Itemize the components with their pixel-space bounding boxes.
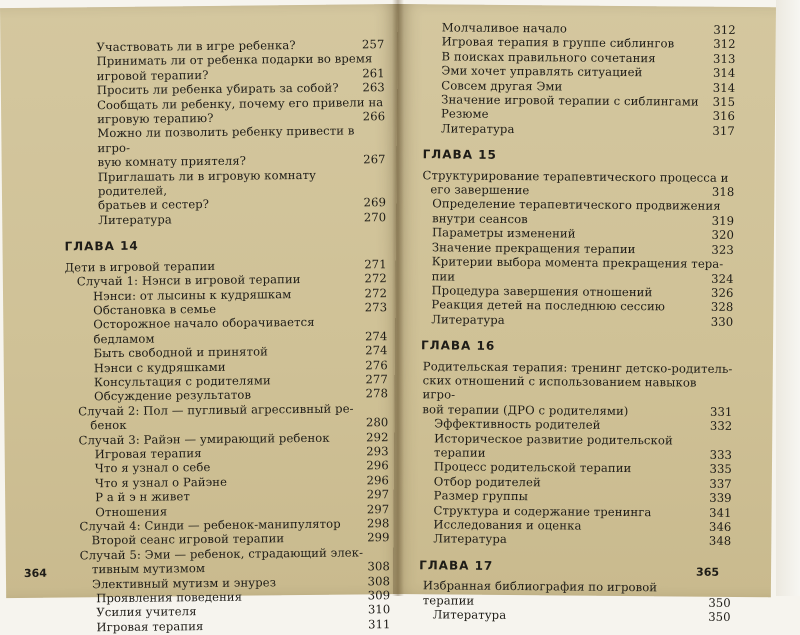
toc-entry-title: Литература <box>432 607 507 622</box>
toc-entry-title: Литература <box>433 531 507 547</box>
toc-entry-page: 274 <box>365 343 388 358</box>
toc-entry-title: Литература <box>98 212 172 228</box>
toc-entry-title: Приглашать ли в игровую комнату родителей, <box>97 167 317 199</box>
toc-entry-page: 257 <box>361 37 385 52</box>
toc-entry-page: 298 <box>366 516 390 531</box>
toc-entry-page: 274 <box>364 328 388 344</box>
toc-entry-title: Принимать ли от ребенка подарки во время <box>96 51 373 69</box>
chapter-14-heading: ГЛАВА 14 <box>64 239 139 254</box>
toc-entry-page: 269 <box>363 195 387 210</box>
toc-entry-page: 326 <box>710 285 734 300</box>
toc-entry-page: 323 <box>711 242 734 257</box>
toc-entry-title: Случай 5: Эми — ребенок, страдающий элек- <box>79 545 364 563</box>
toc-entry <box>395 312 773 330</box>
toc-entry-title: Процедура завершения отношений <box>431 283 653 300</box>
toc-entry <box>393 578 771 610</box>
toc-entry-page: 314 <box>712 80 736 95</box>
toc-entry-title: Случай 4: Синди — ребенок-манипулятор <box>79 516 341 534</box>
toc-entry-page: 341 <box>709 505 732 520</box>
toc-entry-page: 297 <box>366 501 390 516</box>
toc-entry-title: игровую терапию? <box>97 110 214 127</box>
toc-entry-title: Обсуждение результатов <box>94 387 252 404</box>
toc-entry <box>6 617 404 635</box>
toc-entry-title: Элективный мутизм и энурез <box>91 574 277 591</box>
toc-entry-title: Определение терапевтического продвижения <box>432 196 721 214</box>
right-page <box>393 4 776 624</box>
toc-entry-page: 333 <box>709 447 733 462</box>
toc-entry-title: Значение игровой терапии с сиблингами <box>441 92 699 109</box>
toc-entry-title: В поисках правильного сочетания <box>441 49 656 66</box>
toc-entry-title: братьев и сестер? <box>98 197 210 213</box>
toc-entry-title: Совсем другая Эми <box>441 78 563 94</box>
toc-entry-title: Молчаливое начало <box>441 20 568 36</box>
toc-entry-title: Случай 2: Пол — пугливый агрессивный ре- <box>78 401 354 419</box>
toc-entry-page: 299 <box>367 530 390 545</box>
toc-entry <box>397 121 775 139</box>
left-toc <box>0 37 404 635</box>
toc-entry-title: Структура и содержание тренинга <box>433 502 652 519</box>
toc-entry-page: 315 <box>712 94 736 109</box>
toc-entry <box>1 123 399 156</box>
toc-entry-title: Консультация с родителями <box>93 373 271 390</box>
right-page-number: 365 <box>696 565 720 579</box>
toc-entry-title: Отбор родителей <box>433 474 541 490</box>
toc-entry-page: 296 <box>366 458 389 473</box>
toc-entry <box>395 373 773 405</box>
toc-entry-page: 337 <box>709 476 732 491</box>
toc-entry-title: Р а й э н живет <box>95 489 191 505</box>
toc-entry-page: 319 <box>711 213 735 228</box>
toc-entry-title: Резюме <box>440 106 489 122</box>
toc-entry-page: 328 <box>710 300 734 315</box>
toc-entry-title: Проявления поведения <box>96 589 243 606</box>
toc-entry-page: 320 <box>711 228 735 243</box>
toc-entry-page: 271 <box>364 256 387 272</box>
toc-entry-title: Осторожное начало оборачивается бедламом <box>93 315 315 346</box>
toc-entry-title: Родительская терапия: тренинг детско-родитель- <box>422 358 733 376</box>
toc-entry-title: Размер группы <box>433 488 529 504</box>
toc-entry-title: Значение прекращения терапии <box>431 239 636 256</box>
left-page <box>0 4 404 635</box>
left-page-number: 364 <box>23 566 47 580</box>
toc-entry-page: 276 <box>365 357 388 372</box>
toc-entry-page: 331 <box>709 404 733 419</box>
toc-entry-title: Что я узнал о себе <box>94 460 211 476</box>
toc-entry-title: Литература <box>440 121 515 136</box>
toc-entry-title: пии <box>431 268 456 284</box>
toc-entry-page: 339 <box>709 490 732 506</box>
toc-entry <box>393 531 771 549</box>
toc-entry-page: 280 <box>365 415 389 430</box>
toc-entry-page: 314 <box>712 65 736 81</box>
toc-entry-title: Игровая терапия <box>94 446 202 462</box>
toc-entry-page: 273 <box>364 300 388 315</box>
right-toc <box>393 20 776 625</box>
toc-entry-title: вую комнату приятеля? <box>97 153 247 170</box>
toc-entry-page: 263 <box>362 80 385 95</box>
toc-entry-page: 272 <box>364 285 388 300</box>
toc-entry-title: Эми хочет управлять ситуацией <box>441 63 643 80</box>
chapter-15-heading: ГЛАВА 15 <box>422 147 497 163</box>
toc-entry-title: Нэнси с кудряшками <box>93 359 226 375</box>
toc-entry-title: Игровая терапия <box>96 618 204 635</box>
toc-entry-page: 350 <box>708 595 731 610</box>
book-spine-gutter <box>392 0 404 596</box>
toc-entry-page: 261 <box>362 65 385 81</box>
toc-entry-page: 312 <box>713 37 736 52</box>
toc-entry-title: его завершение <box>430 182 530 198</box>
toc-entry-page: 278 <box>365 386 389 401</box>
toc-entry-page: 316 <box>712 109 736 124</box>
toc-entry-title: Эффективность родителей <box>434 416 601 432</box>
chapter-17-heading: ГЛАВА 17 <box>419 558 494 573</box>
toc-entry-page: 277 <box>365 372 389 387</box>
toc-entry-title: Литература <box>431 312 505 327</box>
toc-entry-page: 318 <box>711 184 735 200</box>
toc-entry-page: 313 <box>713 51 736 66</box>
chapter-16-heading: ГЛАВА 16 <box>420 338 496 353</box>
toc-entry-page: 332 <box>709 418 733 434</box>
toc-entry-title: Отношения <box>95 504 168 519</box>
toc-entry-title: игровой терапии? <box>96 67 209 83</box>
toc-entry-title: Исследования и оценка <box>433 517 582 533</box>
toc-entry-page: 312 <box>713 22 736 37</box>
toc-entry-page: 350 <box>708 609 731 624</box>
toc-entry-title: Игровая терапия в группе сиблингов <box>441 34 675 51</box>
toc-entry-page: 296 <box>366 472 390 488</box>
toc-entry-title: Избранная библиография по игровой терапии <box>422 578 658 608</box>
toc-entry-page: 309 <box>367 588 391 603</box>
toc-entry-page: 324 <box>711 271 734 286</box>
toc-entry-title: внутри сеансов <box>432 211 528 227</box>
toc-entry-page: 330 <box>710 314 734 329</box>
toc-entry-page: 308 <box>367 559 390 574</box>
toc-entry-page: 270 <box>363 210 387 225</box>
toc-entry-page: 311 <box>367 616 391 632</box>
toc-entry-title: Обстановка в семье <box>93 301 217 318</box>
toc-entry-title: Просить ли ребенка убирать за собой? <box>96 80 339 98</box>
toc-entry-page: 272 <box>364 271 387 286</box>
toc-entry-title: бенок <box>90 418 127 433</box>
toc-entry <box>2 167 400 200</box>
toc-entry-page: 317 <box>712 123 735 138</box>
toc-entry-title: Случай 1: Нэнси в игровой терапии <box>76 272 301 289</box>
toc-entry <box>3 314 401 347</box>
toc-entry-title: Историческое развитие родительской терапии <box>434 430 673 460</box>
toc-entry-title: Дети в игровой терапии <box>64 258 216 275</box>
toc-entry-title: Нэнси: от лысины к кудряшкам <box>92 286 292 303</box>
toc-entry-title: Второй сеанс игровой терапии <box>91 531 285 548</box>
toc-entry-page: 266 <box>362 109 386 124</box>
toc-entry-title: Критерии выбора момента прекращения тера- <box>431 254 724 271</box>
toc-entry-page: 310 <box>367 602 391 617</box>
toc-entry-title: Структурирование терапевтического процесса и <box>422 167 729 185</box>
toc-entry-title: Процесс родительской терапии <box>433 459 632 476</box>
toc-entry-page: 292 <box>366 429 389 444</box>
toc-entry-page: 308 <box>367 573 391 588</box>
toc-entry-page: 335 <box>709 462 733 477</box>
toc-entry-title: Параметры изменений <box>431 225 576 241</box>
toc-entry-title: Реакция детей на последнюю сессию <box>431 297 666 314</box>
toc-entry-page: 267 <box>363 152 386 167</box>
toc-entry-title: вой терапии (ДРО с родителями) <box>422 401 629 418</box>
toc-entry-title: Усилия учителя <box>96 604 197 620</box>
toc-entry-title: Случай 3: Райэн — умирающий ребенок <box>78 430 330 447</box>
background-edge <box>776 0 800 596</box>
toc-entry-title: Можно ли позволить ребенку привести в игро- <box>97 123 355 155</box>
toc-entry <box>394 431 772 463</box>
toc-entry-title: ских отношений с использованием навыков игро- <box>422 373 697 402</box>
toc-entry <box>2 210 400 229</box>
toc-entry-title: Что я узнал о Райэне <box>94 474 228 490</box>
toc-entry-page: 346 <box>708 519 732 534</box>
toc-entry-title: Сообщать ли ребенку, почему его привели на <box>96 94 384 112</box>
toc-entry-page: 293 <box>366 444 389 459</box>
toc-entry-title: Участвовать ли в игре ребенка? <box>96 38 296 55</box>
toc-entry <box>393 607 771 625</box>
toc-entry-page: 348 <box>708 534 732 549</box>
toc-entry-page: 297 <box>366 487 390 502</box>
toc-entry-title: тивным мутизмом <box>91 561 206 577</box>
toc-entry-title: Быть свободной и принятой <box>93 344 269 361</box>
